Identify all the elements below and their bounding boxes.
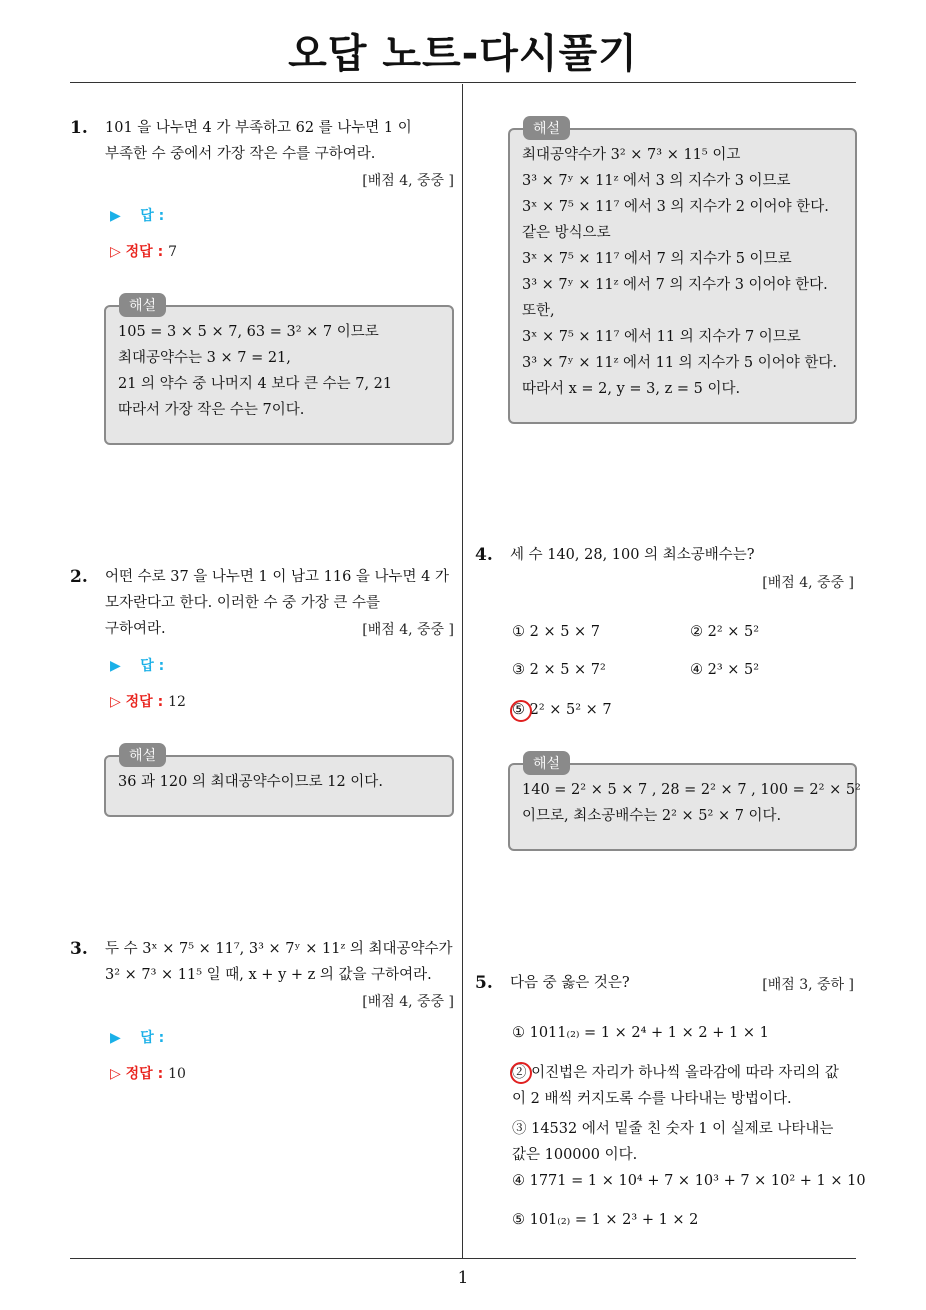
correct-label: 정답 :: [125, 694, 164, 710]
answer-field[interactable]: [110, 655, 164, 675]
score-label: [배점 4, 중중 ]: [362, 994, 454, 1010]
problem-line: 구하여라.: [105, 621, 166, 637]
score-label: [배점 4, 중중 ]: [362, 622, 454, 638]
outline-arrow-icon: ▷: [110, 244, 121, 260]
play-arrow-icon: ▶: [110, 1030, 121, 1046]
marked-circle-icon: [510, 1062, 532, 1084]
problem-line: 어떤 수로 37 을 나누면 1 이 남고 116 을 나누면 4 가: [105, 569, 449, 585]
solution-line: 3³ × 7ʸ × 11ᶻ 에서 7 의 지수가 3 이어야 한다.: [522, 277, 828, 293]
score-label: [배점 4, 중중 ]: [762, 575, 854, 591]
solution-line: 21 의 약수 중 나머지 4 보다 큰 수는 7, 21: [118, 376, 393, 392]
solution-line: 3³ × 7ʸ × 11ᶻ 에서 11 의 지수가 5 이어야 한다.: [522, 355, 838, 371]
solution-tag: 해설: [523, 751, 570, 775]
solution-box: [508, 128, 857, 424]
solution-line: 3ˣ × 7⁵ × 11⁷ 에서 3 의 지수가 2 이어야 한다.: [522, 199, 829, 215]
choice-2[interactable]: ② 2² × 5²: [690, 624, 760, 640]
solution-line: 3ˣ × 7⁵ × 11⁷ 에서 7 의 지수가 5 이므로: [522, 251, 792, 267]
answer-label: 답 :: [140, 1030, 165, 1046]
correct-label: 정답 :: [125, 1066, 164, 1082]
play-arrow-icon: ▶: [110, 658, 121, 674]
bottom-divider: [70, 1258, 856, 1259]
problem-text: [105, 936, 453, 988]
problem-text: [510, 542, 755, 568]
outline-arrow-icon: ▷: [110, 694, 121, 710]
problem-text: [510, 970, 630, 996]
choice-2[interactable]: ② 이진법은 자리가 하나씩 올라감에 따라 자리의 값이 2 배씩 커지도록 수를 나타내는 방법이다.: [512, 1065, 839, 1107]
solution-line: 같은 방식으로: [522, 225, 611, 241]
answer-field[interactable]: [110, 1027, 164, 1047]
top-divider: [70, 82, 856, 83]
problem-number: 2.: [70, 567, 88, 587]
solution-line: 3³ × 7ʸ × 11ᶻ 에서 3 의 지수가 3 이므로: [522, 173, 791, 189]
problem-line: 3² × 7³ × 11⁵ 일 때, x + y + z 의 값을 구하여라.: [105, 967, 432, 983]
choice-5[interactable]: ⑤ 101₍₂₎ = 1 × 2³ + 1 × 2: [512, 1212, 699, 1228]
solution-line: 따라서 가장 작은 수는 7이다.: [118, 402, 305, 418]
solution-line: 최대공약수가 3² × 7³ × 11⁵ 이고: [522, 147, 741, 163]
solution-line: 140 = 2² × 5 × 7 , 28 = 2² × 7 , 100 = 2² × 5²: [522, 782, 861, 798]
problem-line: 모자란다고 한다. 이러한 수 중 가장 큰 수를: [105, 595, 380, 611]
problem-text: [105, 115, 412, 167]
solution-tag: 해설: [523, 116, 570, 140]
choice-1[interactable]: ① 2 × 5 × 7: [512, 624, 601, 640]
solution-line: 3ˣ × 7⁵ × 11⁷ 에서 11 의 지수가 7 이므로: [522, 329, 801, 345]
solution-line: 최대공약수는 3 × 7 = 21,: [118, 350, 291, 366]
solution-line: 따라서 x = 2, y = 3, z = 5 이다.: [522, 381, 741, 397]
solution-line: 이므로, 최소공배수는 2² × 5² × 7 이다.: [522, 808, 782, 824]
solution-line: 또한,: [522, 303, 555, 319]
solution-line: 36 과 120 의 최대공약수이므로 12 이다.: [118, 774, 383, 790]
choice-3[interactable]: ③ 2 × 5 × 7²: [512, 662, 606, 678]
correct-answer: [110, 1063, 186, 1083]
answer-label: 답 :: [140, 208, 165, 224]
problem-number: 5.: [475, 973, 493, 993]
solution-box: [104, 305, 454, 445]
choice-5[interactable]: ⑤ 2² × 5² × 7: [512, 702, 612, 718]
marked-circle-icon: [510, 700, 532, 722]
problem-line: 다음 중 옳은 것은?: [510, 975, 630, 991]
problem-number: 4.: [475, 545, 493, 565]
page-number: 1: [457, 1268, 469, 1288]
correct-value: 12: [168, 694, 186, 710]
problem-line: 세 수 140, 28, 100 의 최소공배수는?: [510, 547, 755, 563]
choice-4[interactable]: ④ 1771 = 1 × 10⁴ + 7 × 10³ + 7 × 10² + 1 × 10: [512, 1173, 866, 1189]
play-arrow-icon: ▶: [110, 208, 121, 224]
correct-answer: [110, 691, 186, 711]
score-label: [배점 4, 중중 ]: [362, 173, 454, 189]
solution-line: 105 = 3 × 5 × 7, 63 = 3² × 7 이므로: [118, 324, 379, 340]
choice-1[interactable]: ① 1011₍₂₎ = 1 × 2⁴ + 1 × 2 + 1 × 1: [512, 1025, 769, 1041]
column-divider: [462, 84, 463, 1259]
solution-box: [508, 763, 861, 851]
page-title: 오답 노트-다시풀기: [288, 31, 638, 77]
answer-field[interactable]: [110, 205, 164, 225]
problem-line: 101 을 나누면 4 가 부족하고 62 를 나누면 1 이: [105, 120, 412, 136]
answer-label: 답 :: [140, 658, 165, 674]
correct-label: 정답 :: [125, 244, 164, 260]
problem-line: 부족한 수 중에서 가장 작은 수를 구하여라.: [105, 146, 376, 162]
choice-4[interactable]: ④ 2³ × 5²: [690, 662, 760, 678]
solution-tag: 해설: [119, 293, 166, 317]
correct-value: 7: [168, 244, 177, 260]
score-label: [배점 3, 중하 ]: [762, 977, 854, 993]
choice-3[interactable]: ③ 14532 에서 밑줄 친 숫자 1 이 실제로 나타내는 값은 100000 이다.: [512, 1121, 834, 1163]
correct-value: 10: [168, 1066, 186, 1082]
problem-line: 두 수 3ˣ × 7⁵ × 11⁷, 3³ × 7ʸ × 11ᶻ 의 최대공약수가: [105, 941, 453, 957]
problem-number: 1.: [70, 118, 88, 138]
problem-number: 3.: [70, 939, 88, 959]
correct-answer: [110, 241, 177, 261]
outline-arrow-icon: ▷: [110, 1066, 121, 1082]
solution-tag: 해설: [119, 743, 166, 767]
